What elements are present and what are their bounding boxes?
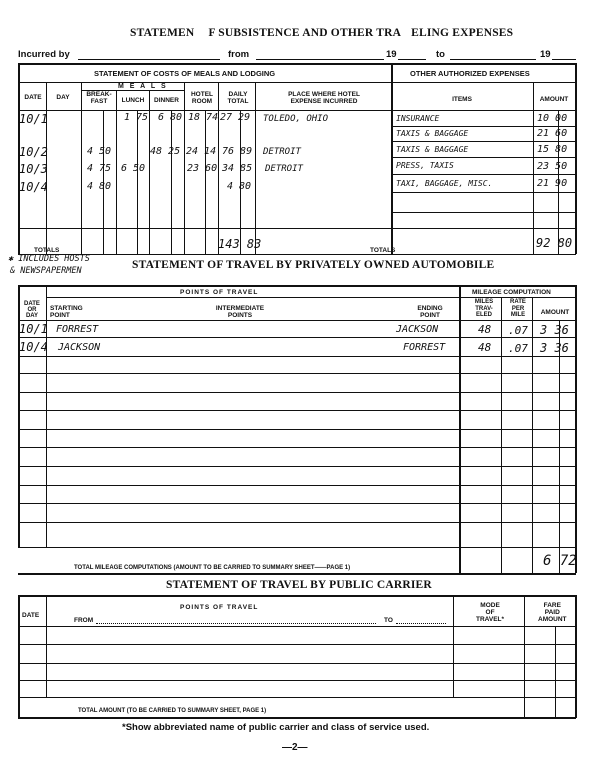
auto-row-line xyxy=(18,503,576,504)
carrier-row-line xyxy=(18,697,576,698)
from-year-line xyxy=(398,59,426,60)
divider-lunch-dinner xyxy=(149,90,150,254)
auto-total-value: 6 72 xyxy=(543,553,577,569)
divider-cents xyxy=(205,110,206,254)
meal-breakfast: 4 80 xyxy=(87,181,112,192)
to-label: to xyxy=(436,49,445,60)
auto-rate: .07 xyxy=(508,324,528,337)
expense-amount: 10 00 xyxy=(537,113,568,124)
col-dinner: DINNER xyxy=(154,97,179,104)
meal-hotel: 24 14 xyxy=(186,146,217,157)
meal-date: 10/4 xyxy=(19,180,48,194)
auto-start: FORREST xyxy=(56,324,99,335)
meal-place: DETROIT xyxy=(265,164,303,174)
col-breakfast: BREAK- FAST xyxy=(86,91,112,105)
auto-total-label: TOTAL MILEAGE COMPUTATIONS (AMOUNT TO BE CARRIED TO SUMMARY SHEET——PAGE 1) xyxy=(74,565,351,571)
table-right-border xyxy=(575,63,577,254)
carrier-from-line xyxy=(96,623,376,624)
auto-row-line xyxy=(18,547,576,548)
other-total-value: 92 80 xyxy=(536,236,573,250)
auto-section-title: STATEMENT OF TRAVEL BY PRIVATELY OWNED AUTOMOBILE xyxy=(132,259,495,271)
carrier-right-border xyxy=(575,595,577,718)
meals-total-value: 143 83 xyxy=(218,237,262,251)
section-header-bottom xyxy=(18,82,576,83)
row-line xyxy=(391,174,576,175)
carrier-divider-mode xyxy=(453,595,454,697)
auto-col-rate: RATE PER MILE xyxy=(510,299,526,318)
carrier-col-date: DATE xyxy=(22,612,40,619)
meal-lunch: 1 75 xyxy=(124,112,149,123)
meal-dinner: 6 80 xyxy=(158,112,183,123)
meals-section-title: STATEMENT OF COSTS OF MEALS AND LODGING xyxy=(94,69,276,78)
meal-daily: 76 89 xyxy=(222,146,253,157)
table-top-border xyxy=(18,63,576,65)
auto-start: JACKSON xyxy=(58,342,101,353)
col-daily-total: DAILY TOTAL xyxy=(227,91,249,105)
auto-bottom-border xyxy=(18,573,576,575)
auto-row-line xyxy=(18,447,576,448)
divider-meals-other xyxy=(391,63,393,254)
row-line xyxy=(391,141,576,142)
divider-cents xyxy=(137,110,138,254)
auto-end: JACKSON xyxy=(396,324,439,335)
meal-lunch: 6 50 xyxy=(121,163,146,174)
auto-row-line xyxy=(18,410,576,411)
expense-amount: 21 60 xyxy=(537,128,568,139)
meal-place: TOLEDO, OHIO xyxy=(263,114,329,124)
meal-daily: 4 80 xyxy=(227,181,252,192)
auto-row-line xyxy=(18,373,576,374)
carrier-col-fare: FARE PAID AMOUNT xyxy=(538,602,567,623)
meal-hotel: 18 74 xyxy=(188,112,219,123)
auto-points-label: POINTS OF TRAVEL xyxy=(180,289,259,296)
page-title: STATEMEN F SUBSISTENCE AND OTHER TRA ELING EXPENSES xyxy=(130,27,514,39)
col-amount: AMOUNT xyxy=(539,96,569,103)
col-day: DAY xyxy=(56,94,70,101)
annotation-line-1: ✱ INCLUDES HOSTS xyxy=(8,254,90,264)
auto-miles: 48 xyxy=(478,341,492,354)
incurred-by-label: Incurred by xyxy=(18,49,70,60)
carrier-total-label: TOTAL AMOUNT (TO BE CARRIED TO SUMMARY SHEET, PAGE 1) xyxy=(78,708,267,714)
carrier-top-border xyxy=(18,595,576,597)
expense-amount: 21 90 xyxy=(537,178,568,189)
totals-row-bottom xyxy=(18,254,576,255)
points-group-line xyxy=(46,297,459,298)
meal-daily: 27 29 xyxy=(220,112,251,123)
carrier-points-label: POINTS OF TRAVEL xyxy=(180,604,259,611)
auto-divider-rate xyxy=(532,297,533,573)
carrier-to-label: TO xyxy=(384,617,393,624)
totals-row-top xyxy=(18,228,576,229)
auto-col-intermediate: INTERMEDIATE POINTS xyxy=(215,305,265,319)
expense-item: PRESS, TAXIS xyxy=(396,161,454,170)
carrier-from-label: FROM xyxy=(74,617,94,624)
carrier-section-title: STATEMENT OF TRAVEL BY PUBLIC CARRIER xyxy=(166,579,432,591)
row-line xyxy=(391,192,576,193)
auto-col-date: DATE OR DAY xyxy=(24,301,40,319)
auto-row-line xyxy=(18,337,576,338)
carrier-header-bottom xyxy=(18,626,576,627)
mileage-computation-label: MILEAGE COMPUTATION xyxy=(472,289,551,296)
auto-amount: 3 36 xyxy=(540,341,569,355)
expense-item: TAXI, BAGGAGE, MISC. xyxy=(396,179,493,188)
mileage-group-line xyxy=(459,297,576,298)
expense-amount: 15 80 xyxy=(537,144,568,155)
auto-end: FORREST xyxy=(403,342,446,353)
row-line xyxy=(391,126,576,127)
meals-group-label: M E A L S xyxy=(118,83,168,90)
auto-col-start: STARTING POINT xyxy=(50,305,83,319)
divider-cents xyxy=(171,110,172,254)
other-section-title: OTHER AUTHORIZED EXPENSES xyxy=(410,69,530,78)
auto-row-line xyxy=(18,466,576,467)
auto-header-bottom xyxy=(18,320,576,321)
footnote: *Show abbreviated name of public carrier and class of service used. xyxy=(122,722,430,733)
carrier-left-border xyxy=(18,595,20,718)
row-line xyxy=(391,212,576,213)
auto-rate: .07 xyxy=(508,342,528,355)
carrier-row-line xyxy=(18,644,576,645)
to-line xyxy=(450,59,536,60)
meal-date: 10/2 xyxy=(19,145,48,159)
meal-place: DETROIT xyxy=(263,147,301,157)
auto-divider-miles xyxy=(501,297,502,573)
meal-date: 10/3 xyxy=(19,162,48,176)
expense-item: INSURANCE xyxy=(396,114,440,123)
carrier-divider-cents xyxy=(555,626,556,718)
expense-item: TAXIS & BAGGAGE xyxy=(396,129,469,138)
col-hotel-room: HOTEL ROOM xyxy=(190,91,214,105)
meal-daily: 34 85 xyxy=(222,163,253,174)
from-label: from xyxy=(228,49,250,60)
auto-col-end: ENDING POINT xyxy=(417,305,443,319)
carrier-bottom-border xyxy=(18,717,576,719)
col-lunch: LUNCH xyxy=(121,97,145,104)
meal-breakfast: 4 75 xyxy=(87,163,112,174)
from-line xyxy=(256,59,384,60)
column-header-bottom xyxy=(18,110,576,111)
auto-row-line xyxy=(18,429,576,430)
auto-col-amount: AMOUNT xyxy=(540,309,570,316)
auto-date: 10/4 xyxy=(19,340,48,354)
other-totals-label: TOTALS xyxy=(370,247,396,254)
carrier-row-line xyxy=(18,680,576,681)
col-place: PLACE WHERE HOTEL EXPENSE INCURRED xyxy=(288,91,360,105)
meal-date: 10/1 xyxy=(19,112,48,126)
carrier-col-mode: MODE OF TRAVEL* xyxy=(476,602,505,623)
meal-breakfast: 4 50 xyxy=(87,146,112,157)
page-number: —2— xyxy=(282,742,308,753)
auto-row-line xyxy=(18,522,576,523)
expense-amount: 23 50 xyxy=(537,161,568,172)
divider-breakfast-lunch xyxy=(116,90,117,254)
carrier-divider-date xyxy=(46,595,47,697)
auto-date: 10/1 xyxy=(19,322,48,336)
auto-col-miles: MILES TRAV- ELED xyxy=(474,299,494,318)
carrier-row-line xyxy=(18,663,576,664)
from-year-label: 19 xyxy=(386,49,397,60)
meal-hotel: 23 60 xyxy=(187,163,218,174)
auto-row-line xyxy=(18,392,576,393)
expense-item: TAXIS & BAGGAGE xyxy=(396,145,469,154)
carrier-divider-fare xyxy=(524,595,525,718)
meals-totals-label: TOTALS xyxy=(34,247,60,254)
carrier-to-line xyxy=(396,623,446,624)
auto-top-border xyxy=(18,285,576,287)
row-line xyxy=(391,157,576,158)
incurred-by-line xyxy=(78,59,220,60)
auto-row-line xyxy=(18,485,576,486)
to-year-line xyxy=(552,59,576,60)
meal-dinner: 48 25 xyxy=(150,146,181,157)
col-items: ITEMS xyxy=(452,96,472,103)
auto-amount: 3 36 xyxy=(540,323,569,337)
annotation-line-2: & NEWSPAPERMEN xyxy=(10,266,82,276)
col-date: DATE xyxy=(24,94,42,101)
auto-row-line xyxy=(18,356,576,357)
auto-miles: 48 xyxy=(478,323,492,336)
to-year-label: 19 xyxy=(540,49,551,60)
